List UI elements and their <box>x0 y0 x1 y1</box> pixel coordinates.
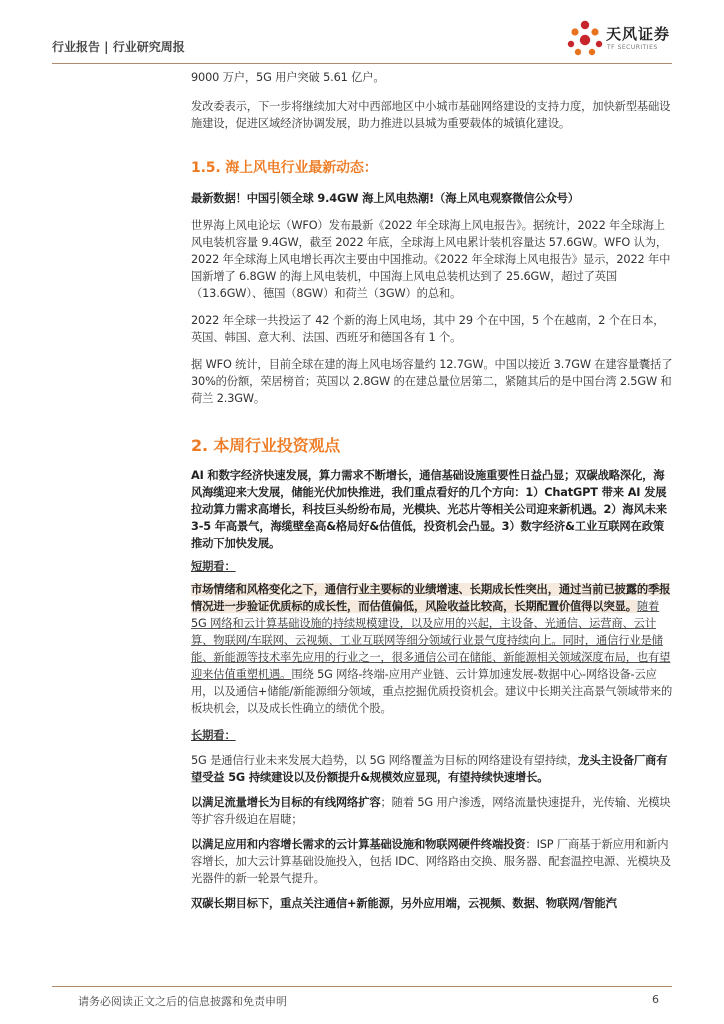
long-term-label: 长期看： <box>191 729 236 742</box>
paragraph-bold-lead: 以满足应用和内容增长需求的云计算基础设施和物联网硬件终端投资 <box>191 838 526 851</box>
report-body <box>191 69 675 912</box>
short-term-rest: 围绕 5G 网络-终端-应用产业链、云计算加速发展-数据中心-网络设备-云应用，以及通信+储能/新能源细分领域，重点挖掘优质投资机会。建议中长期关注高景气领域带来的板块机会，以及成长性确立的绩优个股。 <box>191 668 673 715</box>
paragraph-rest: ；随着 5G 用户渗透，网络流量快速提升，光传输、光模块等扩容升级迫在眉睫； <box>191 796 671 826</box>
report-category-label: 行业报告 | 行业研究周报 <box>52 40 185 54</box>
footer-disclaimer: 请务必阅读正文之后的信息披露和免责申明 <box>78 995 287 1008</box>
logo-text: 天风证券 <box>606 25 671 43</box>
long-term-bold: 龙头主设备厂商有望受益 5G 持续建设以及份额提升&规模效应显现，有望持续快速增长。 <box>191 754 668 784</box>
logo-subtext: TF SECURITIES <box>607 44 658 51</box>
brand-logo <box>566 20 686 62</box>
long-term-text: 5G 是通信行业未来发展大趋势，以 5G 网络覆盖为目标的网络建设有望持续， <box>191 754 579 767</box>
short-term-label: 短期看： <box>191 560 236 573</box>
long-term-view <box>191 752 675 786</box>
page-header <box>0 0 724 64</box>
paragraph: 9000 万户，5G 用户突破 5.61 亿户。 <box>191 71 385 84</box>
footer-divider <box>52 986 672 987</box>
news-title: 最新数据！中国引领全球 9.4GW 海上风电热潮!（海上风电观察微信公众号） <box>191 192 579 205</box>
paragraph: 世界海上风电论坛（WFO）发布最新《2022 年全球海上风电报告》。据统计，2022 年全球海上风电装机容量 9.4GW，截至 2022 年底，全球海上风电累计装机容量达 57.6GW。WFO 认为，2022 年全球海上风电增长再次主要由中国推动。《2022 年全球海上风电报告》显示，2022 年中国新增了 6.8GW 的海上风电装机，中国海上风电总装机达到了 25.6GW，超过了英国（13.6GW）、德国（8GW）和荷兰（3GW）的总和。 <box>191 219 671 300</box>
page-number: 6 <box>652 993 659 1006</box>
short-term-highlight: 市场情绪和风格变化之下，通信行业主要标的业绩增速、长期成长性突出，通过当前已披露的季报情况进一步验证优质标的成长性，而估值偏低，风险收益比较高，长期配置价值得以突显。 <box>191 583 671 613</box>
paragraph <box>191 794 675 828</box>
paragraph-bold-lead: 以满足流量增长为目标的有线网络扩容 <box>191 796 381 809</box>
paragraph: 据 WFO 统计，目前全球在建的海上风电场容量约 12.7GW。中国以接近 3.7GW 在建容量囊括了 30%的份额，荣居榜首；英国以 2.8GW 的在建总量位居第二，紧随其后的是中国台湾 2.5GW 和荷兰 2.3GW。 <box>191 358 673 405</box>
paragraph-rest: ：ISP 厂商基于新应用和新内容增长，加大云计算基础设施投入，包括 IDC、网络路由交换、服务器、配套温控电源、光模块及光器件的新一轮景气提升。 <box>191 838 671 885</box>
paragraph: 发改委表示，下一步将继续加大对中西部地区中小城市基础网络建设的支持力度，加快新型基础设施建设，促进区域经济协调发展，助力推进以县城为重要载体的城镇化建设。 <box>191 100 671 130</box>
section-heading-2: 2. 本周行业投资观点 <box>191 436 341 455</box>
investment-summary: AI 和数字经济快速发展，算力需求不断增长，通信基础设施重要性日益凸显；双碳战略深化，海风海缆迎来大发展，储能光伏加快推进，我们重点看好的几个方向：1）ChatGPT 带来 AI 发展拉动算力需求高增长，科技巨头纷纷布局，光模块、光芯片等相关公司迎来新机遇。2）海风未来 3-5 年高景气，海缆壁垒高&格局好&估值低，投资机会凸显。3）数字经济&工业互联网在政策推动下加快发展。 <box>191 469 667 550</box>
section-heading-1-5: 1.5. 海上风电行业最新动态： <box>191 160 378 176</box>
paragraph: 2022 年全球一共投运了 42 个新的海上风电场，其中 29 个在中国，5 个在越南，2 个在日本，英国、韩国、意大利、法国、西班牙和德国各有 1 个。 <box>191 314 665 344</box>
header-divider <box>52 63 672 64</box>
short-term-underlined: 随着 5G 网络和云计算基础设施的持续规模建设，以及应用的兴起，主设备、光通信、运营商、云计算、物联网/车联网、云视频、工业互联网等细分领域行业景气度持续向上。同时，通信行业是储能、新能源等技术率先应用的行业之一，很多通信公司在储能、新能源相关领域深度布局，也有望迎来估值重塑机遇。 <box>191 600 671 681</box>
short-term-view <box>191 581 675 717</box>
paragraph: 双碳长期目标下，重点关注通信+新能源，另外应用端，云视频、数据、物联网/智能汽 <box>191 897 617 910</box>
paragraph <box>191 836 675 887</box>
tf-logo-icon <box>566 20 604 60</box>
